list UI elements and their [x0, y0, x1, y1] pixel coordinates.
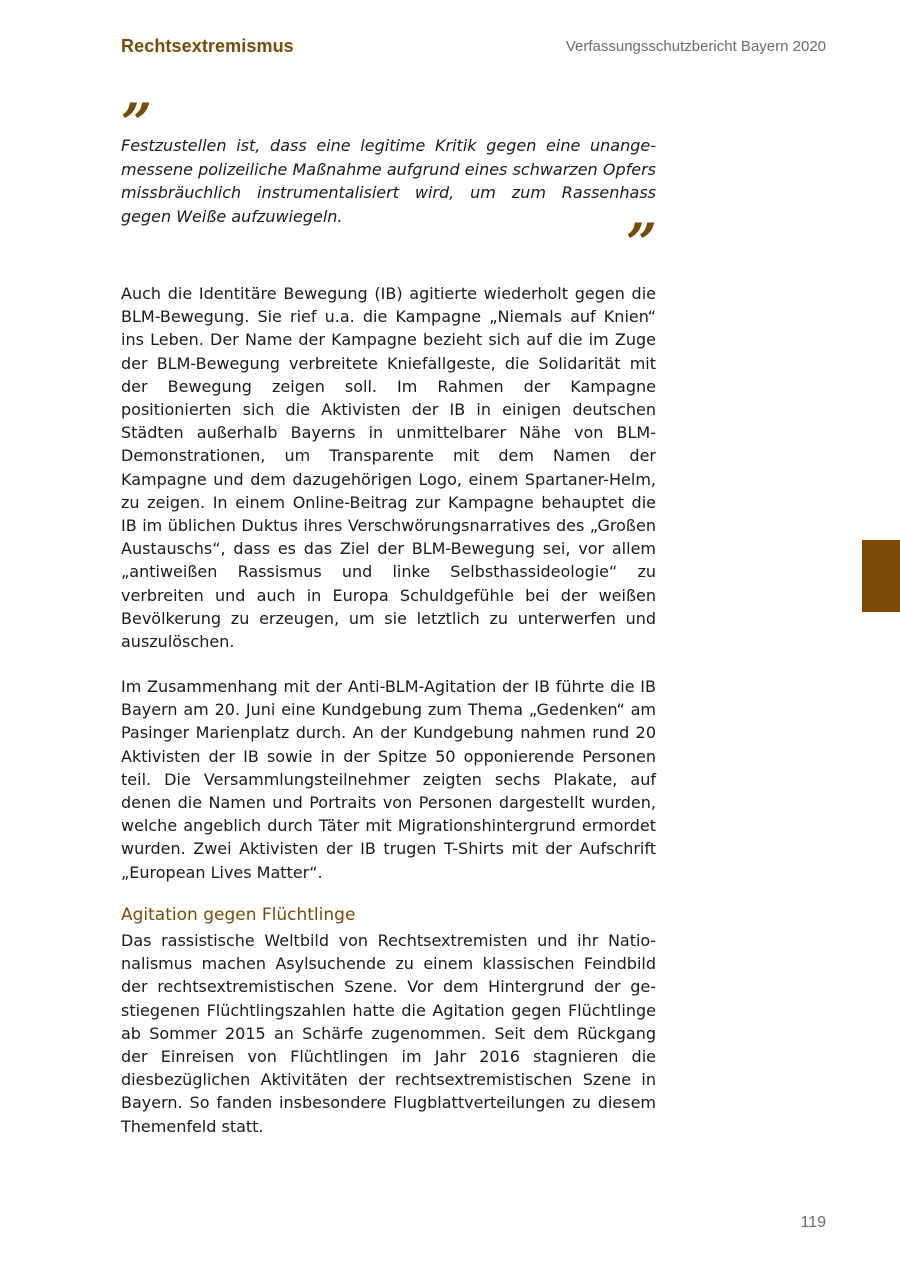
body-paragraph-3: Das rassistische Weltbild von Rechtsextremisten und ihr Nationalismus machen Asylsuchende zu einem klassischen Feindbild der rechtsextremistischen Szene. Vor dem Hintergrund der gestiegenen Flüchtlingszahlen hatte die Agitation gegen Flüchtlinge ab Sommer 2015 an Schärfe zugenommen. Seit dem Rückgang der Einreisen von Flüchtlingen im Jahr 2016 stagnieren die diesbezüglichen Aktivitäten der rechtsextremistischen Szene in Bayern. So fanden insbesondere Flugblattverteilungen zu diesem Themenfeld statt.: [121, 931, 656, 1136]
chapter-title: Rechtsextremismus: [121, 36, 294, 56]
body-paragraph-1: Auch die Identitäre Bewegung (IB) agitierte wiederholt gegen die BLM-Bewegung. Sie rief u.a. die Kampagne „Niemals auf Knien“ ins Leben. Der Name der Kampagne bezieht sich auf die im Zuge der BLM-Bewegung verbreitete Kniefallgeste, die Solidarität mit der Bewegung zeigen soll. Im Rahmen der Kampagne positionierten sich die Aktivisten der IB in einigen deutschen Städten außerhalb Bayerns in unmittelbarer Nähe von BLM-Demonstrationen, um Transparente mit dem Namen der Kampagne und dem dazugehörigen Logo, einem Spartaner-Helm, zu zeigen. In einem Online-Beitrag zur Kampagne behauptet die IB im üblichen Duktus ihres Verschwörungsnarratives des „Großen Austauschs“, dass es das Ziel der BLM-Bewegung sei, vor allem „antiweißen Rassismus und linke Selbsthassideologie“ zu verbreiten und auch in Europa Schuldgefühle bei der weißen Bevölkerung zu erzeugen, um sie letztlich zu unterwerfen und auszulöschen.: [121, 284, 656, 652]
chapter-side-tab: [862, 540, 900, 612]
section-heading: Agitation gegen Flüchtlinge: [121, 905, 356, 925]
report-title: Verfassungsschutzbericht Bayern 2020: [565, 38, 826, 55]
pull-quote: Festzustellen ist, dass eine legitime Kritik gegen eine unangemessene polizeiliche Maßnahme aufgrund eines schwarzen Opfers missbräuchlich instrumentalisiert wird, um zum Rassenhass gegen Weiße aufzuwiegeln.: [121, 136, 656, 226]
body-paragraph-2: Im Zusammenhang mit der Anti-BLM-Agitation der IB führte die IB Bayern am 20. Juni eine Kundgebung zum Thema „Gedenken“ am Pasinger Marienplatz durch. An der Kundgebung nahmen rund 20 Aktivisten der IB sowie in der Spitze 50 opponierende Personen teil. Die Versammlungsteilnehmer zeigten sechs Plakate, auf denen die Namen und Portraits von Personen dargestellt wurden, welche angeblich durch Täter mit Migrationshintergrund ermordet wurden. Zwei Aktivisten der IB trugen T-Shirts mit der Aufschrift „European Lives Matter“.: [121, 677, 656, 882]
opening-quote-mark: ”: [121, 91, 153, 155]
closing-quote-mark: ”: [626, 211, 658, 275]
page-number: 119: [800, 1214, 826, 1231]
